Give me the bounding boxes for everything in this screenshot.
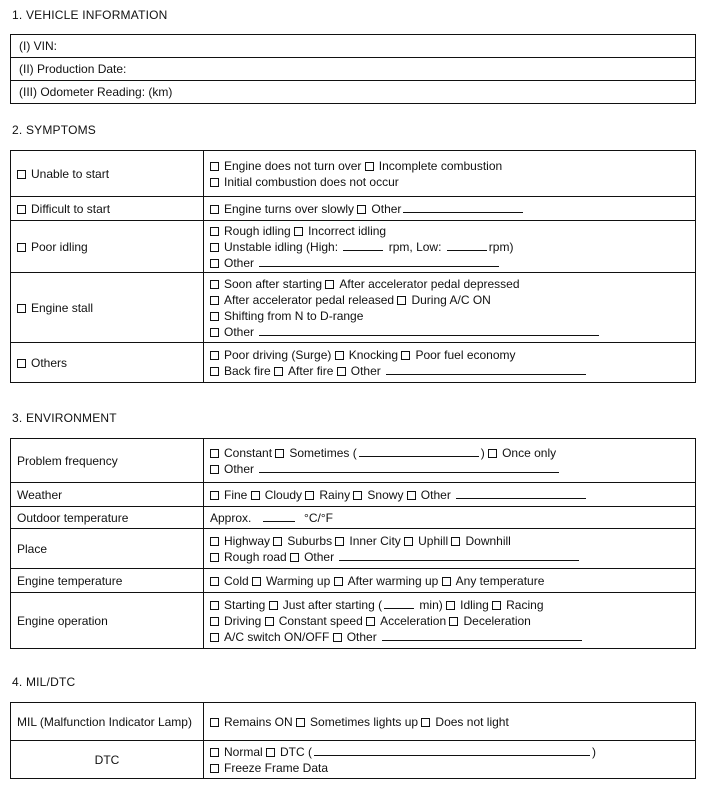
just-after-starting-option[interactable]: Just after starting (: [282, 597, 383, 612]
checkbox[interactable]: [210, 748, 219, 757]
difficult-to-start-option[interactable]: Difficult to start: [11, 197, 204, 221]
turns-over-slowly-option[interactable]: Engine turns over slowly: [224, 201, 355, 216]
dtc-label: DTC: [11, 741, 204, 779]
shifting-option[interactable]: Shifting from N to D-range: [224, 308, 364, 323]
any-temperature-option[interactable]: Any temperature: [455, 573, 545, 588]
highway-option[interactable]: Highway: [224, 533, 271, 548]
checkbox[interactable]: [334, 577, 343, 586]
checkbox[interactable]: [17, 170, 26, 179]
checkbox[interactable]: [365, 162, 374, 171]
min-blank[interactable]: [384, 598, 414, 609]
checkbox[interactable]: [296, 718, 305, 727]
place-other-blank[interactable]: [339, 550, 579, 561]
acceleration-option[interactable]: Acceleration: [380, 613, 447, 628]
checkbox[interactable]: [210, 296, 219, 305]
driving-option[interactable]: Driving: [224, 613, 262, 628]
vin-field[interactable]: (I) VIN:: [11, 35, 696, 58]
env-row-outdoor-temperature: [11, 507, 696, 529]
checkbox[interactable]: [210, 633, 219, 642]
checkbox[interactable]: [210, 243, 219, 252]
env-row-engine-operation: [11, 593, 696, 649]
checkbox[interactable]: [451, 537, 460, 546]
env-row-weather: [11, 483, 696, 507]
rpm-close-text: rpm): [488, 239, 514, 254]
rough-idling-option[interactable]: Rough idling: [224, 223, 291, 238]
difficult-other-option[interactable]: Other: [371, 201, 402, 216]
checkbox[interactable]: [210, 227, 219, 236]
symptoms-table: [10, 150, 696, 383]
mil-dtc-title: 4. MIL/DTC: [12, 675, 76, 689]
incomplete-combustion-option[interactable]: Incomplete combustion: [378, 158, 503, 173]
during-ac-on-option[interactable]: During A/C ON: [411, 292, 491, 307]
ac-switch-option[interactable]: A/C switch ON/OFF: [224, 629, 330, 644]
sometimes-close: ): [480, 445, 485, 460]
checkbox[interactable]: [210, 328, 219, 337]
after-fire-option[interactable]: After fire: [288, 363, 334, 378]
uphill-option[interactable]: Uphill: [418, 533, 449, 548]
checkbox[interactable]: [210, 764, 219, 773]
problem-frequency-label: Problem frequency: [11, 439, 204, 483]
checkbox[interactable]: [210, 280, 219, 289]
cloudy-option[interactable]: Cloudy: [264, 487, 303, 502]
idling-other-option[interactable]: Other: [224, 255, 255, 270]
sometimes-blank[interactable]: [359, 446, 479, 457]
checkbox[interactable]: [337, 367, 346, 376]
checkbox[interactable]: [210, 178, 219, 187]
checkbox[interactable]: [305, 491, 314, 500]
rpm-high-blank[interactable]: [343, 240, 383, 251]
temperature-blank[interactable]: [263, 511, 295, 522]
checkbox[interactable]: [275, 449, 284, 458]
checkbox[interactable]: [492, 601, 501, 610]
checkbox[interactable]: [210, 491, 219, 500]
idling-option[interactable]: Idling: [460, 597, 489, 612]
after-pedal-released-option[interactable]: After accelerator pedal released: [224, 292, 395, 307]
approx-text: Approx.: [210, 510, 252, 525]
stall-other-blank[interactable]: [259, 325, 599, 336]
rpm-low-text: rpm, Low:: [388, 239, 442, 254]
operation-other-blank[interactable]: [382, 630, 582, 641]
incorrect-idling-option[interactable]: Incorrect idling: [308, 223, 387, 238]
initial-combustion-option[interactable]: Initial combustion does not occur: [224, 174, 399, 189]
checkbox[interactable]: [397, 296, 406, 305]
after-warming-up-option[interactable]: After warming up: [347, 573, 439, 588]
checkbox[interactable]: [442, 577, 451, 586]
checkbox[interactable]: [446, 601, 455, 610]
checkbox[interactable]: [266, 748, 275, 757]
others-other-option[interactable]: Other: [350, 363, 381, 378]
checkbox[interactable]: [273, 537, 282, 546]
others-other-blank[interactable]: [386, 364, 586, 375]
checkbox[interactable]: [210, 259, 219, 268]
env-row-engine-temperature: [11, 569, 696, 593]
checkbox[interactable]: [17, 205, 26, 214]
checkbox[interactable]: [335, 351, 344, 360]
poor-fuel-option[interactable]: Poor fuel economy: [415, 347, 516, 362]
soon-after-starting-option[interactable]: Soon after starting: [224, 276, 323, 291]
inner-city-option[interactable]: Inner City: [349, 533, 401, 548]
constant-speed-option[interactable]: Constant speed: [278, 613, 363, 628]
mil-dtc-table: [10, 702, 696, 779]
checkbox[interactable]: [404, 537, 413, 546]
checkbox[interactable]: [274, 367, 283, 376]
dtc-close: ): [592, 744, 597, 759]
checkbox[interactable]: [325, 280, 334, 289]
checkbox[interactable]: [17, 359, 26, 368]
symptom-row-unable-to-start: [11, 151, 696, 197]
dtc-option[interactable]: DTC (: [280, 744, 313, 759]
unable-to-start-option[interactable]: Unable to start: [11, 151, 204, 197]
symptoms-title: 2. SYMPTOMS: [12, 123, 96, 137]
rough-road-option[interactable]: Rough road: [224, 549, 287, 564]
checkbox[interactable]: [353, 491, 362, 500]
constant-option[interactable]: Constant: [224, 445, 273, 460]
symptom-row-others: [11, 343, 696, 383]
deceleration-option[interactable]: Deceleration: [463, 613, 531, 628]
env-row-place: [11, 529, 696, 569]
checkbox[interactable]: [269, 601, 278, 610]
normal-option[interactable]: Normal: [224, 744, 263, 759]
checkbox[interactable]: [294, 227, 303, 236]
dtc-blank[interactable]: [314, 745, 590, 756]
checkbox[interactable]: [210, 162, 219, 171]
engine-operation-label: Engine operation: [11, 593, 204, 649]
freeze-frame-option[interactable]: Freeze Frame Data: [224, 760, 329, 775]
checkbox[interactable]: [401, 351, 410, 360]
unstable-idling-option[interactable]: Unstable idling (High:: [224, 239, 339, 254]
weather-other-option[interactable]: Other: [420, 487, 451, 502]
rainy-option[interactable]: Rainy: [319, 487, 351, 502]
remains-on-option[interactable]: Remains ON: [224, 714, 293, 729]
vehicle-info-title: 1. VEHICLE INFORMATION: [12, 8, 168, 22]
rpm-low-blank[interactable]: [447, 240, 487, 251]
frequency-other-option[interactable]: Other: [224, 461, 255, 476]
difficult-other-blank[interactable]: [403, 202, 523, 213]
checkbox[interactable]: [357, 205, 366, 214]
engine-stall-option[interactable]: Engine stall: [11, 273, 204, 343]
checkbox[interactable]: [290, 553, 299, 562]
fine-option[interactable]: Fine: [224, 487, 248, 502]
idling-other-blank[interactable]: [259, 256, 499, 267]
engine-not-turn-over-option[interactable]: Engine does not turn over: [224, 158, 362, 173]
temperature-unit: °C/°F: [304, 510, 333, 525]
sometimes-option[interactable]: Sometimes (: [289, 445, 357, 460]
checkbox[interactable]: [210, 205, 219, 214]
cold-option[interactable]: Cold: [224, 573, 249, 588]
checkbox[interactable]: [17, 243, 26, 252]
frequency-other-blank[interactable]: [259, 462, 559, 473]
mil-label: MIL (Malfunction Indicator Lamp): [11, 703, 204, 741]
downhill-option[interactable]: Downhill: [465, 533, 511, 548]
checkbox[interactable]: [335, 537, 344, 546]
weather-label: Weather: [11, 483, 204, 507]
after-pedal-depressed-option[interactable]: After accelerator pedal depressed: [339, 276, 520, 291]
checkbox[interactable]: [210, 449, 219, 458]
checkbox[interactable]: [421, 718, 430, 727]
sometimes-lights-up-option[interactable]: Sometimes lights up: [310, 714, 419, 729]
does-not-light-option[interactable]: Does not light: [435, 714, 509, 729]
operation-other-option[interactable]: Other: [346, 629, 377, 644]
weather-other-blank[interactable]: [456, 488, 586, 499]
checkbox[interactable]: [449, 617, 458, 626]
checkbox[interactable]: [210, 367, 219, 376]
min-text: min): [419, 597, 443, 612]
once-only-option[interactable]: Once only: [502, 445, 557, 460]
snowy-option[interactable]: Snowy: [367, 487, 404, 502]
checkbox[interactable]: [17, 304, 26, 313]
checkbox[interactable]: [210, 553, 219, 562]
back-fire-option[interactable]: Back fire: [224, 363, 271, 378]
checkbox[interactable]: [210, 312, 219, 321]
others-option[interactable]: Others: [11, 343, 204, 383]
checkbox[interactable]: [210, 617, 219, 626]
checkbox[interactable]: [210, 577, 219, 586]
place-other-option[interactable]: Other: [304, 549, 335, 564]
checkbox[interactable]: [333, 633, 342, 642]
odometer-field[interactable]: (III) Odometer Reading: (km): [11, 81, 696, 104]
racing-option[interactable]: Racing: [506, 597, 544, 612]
checkbox[interactable]: [210, 601, 219, 610]
checkbox[interactable]: [210, 718, 219, 727]
symptom-row-poor-idling: [11, 221, 696, 273]
poor-driving-option[interactable]: Poor driving (Surge): [224, 347, 332, 362]
poor-idling-option[interactable]: Poor idling: [11, 221, 204, 273]
environment-title: 3. ENVIRONMENT: [12, 411, 117, 425]
dtc-row: [11, 741, 696, 779]
checkbox[interactable]: [210, 351, 219, 360]
checkbox[interactable]: [210, 465, 219, 474]
engine-temperature-label: Engine temperature: [11, 569, 204, 593]
production-date-field[interactable]: (II) Production Date:: [11, 58, 696, 81]
checkbox[interactable]: [488, 449, 497, 458]
mil-row: [11, 703, 696, 741]
outdoor-temperature-label: Outdoor temperature: [11, 507, 204, 529]
suburbs-option[interactable]: Suburbs: [287, 533, 333, 548]
env-row-problem-frequency: [11, 439, 696, 483]
environment-table: [10, 438, 696, 649]
checkbox[interactable]: [252, 577, 261, 586]
checkbox[interactable]: [265, 617, 274, 626]
symptom-row-difficult-to-start: [11, 197, 696, 221]
checkbox[interactable]: [407, 491, 416, 500]
warming-up-option[interactable]: Warming up: [266, 573, 331, 588]
symptom-row-engine-stall: [11, 273, 696, 343]
checkbox[interactable]: [366, 617, 375, 626]
checkbox[interactable]: [210, 537, 219, 546]
starting-option[interactable]: Starting: [224, 597, 266, 612]
checkbox[interactable]: [251, 491, 260, 500]
place-label: Place: [11, 529, 204, 569]
vehicle-info-table: [10, 34, 696, 104]
knocking-option[interactable]: Knocking: [348, 347, 399, 362]
stall-other-option[interactable]: Other: [224, 324, 255, 339]
